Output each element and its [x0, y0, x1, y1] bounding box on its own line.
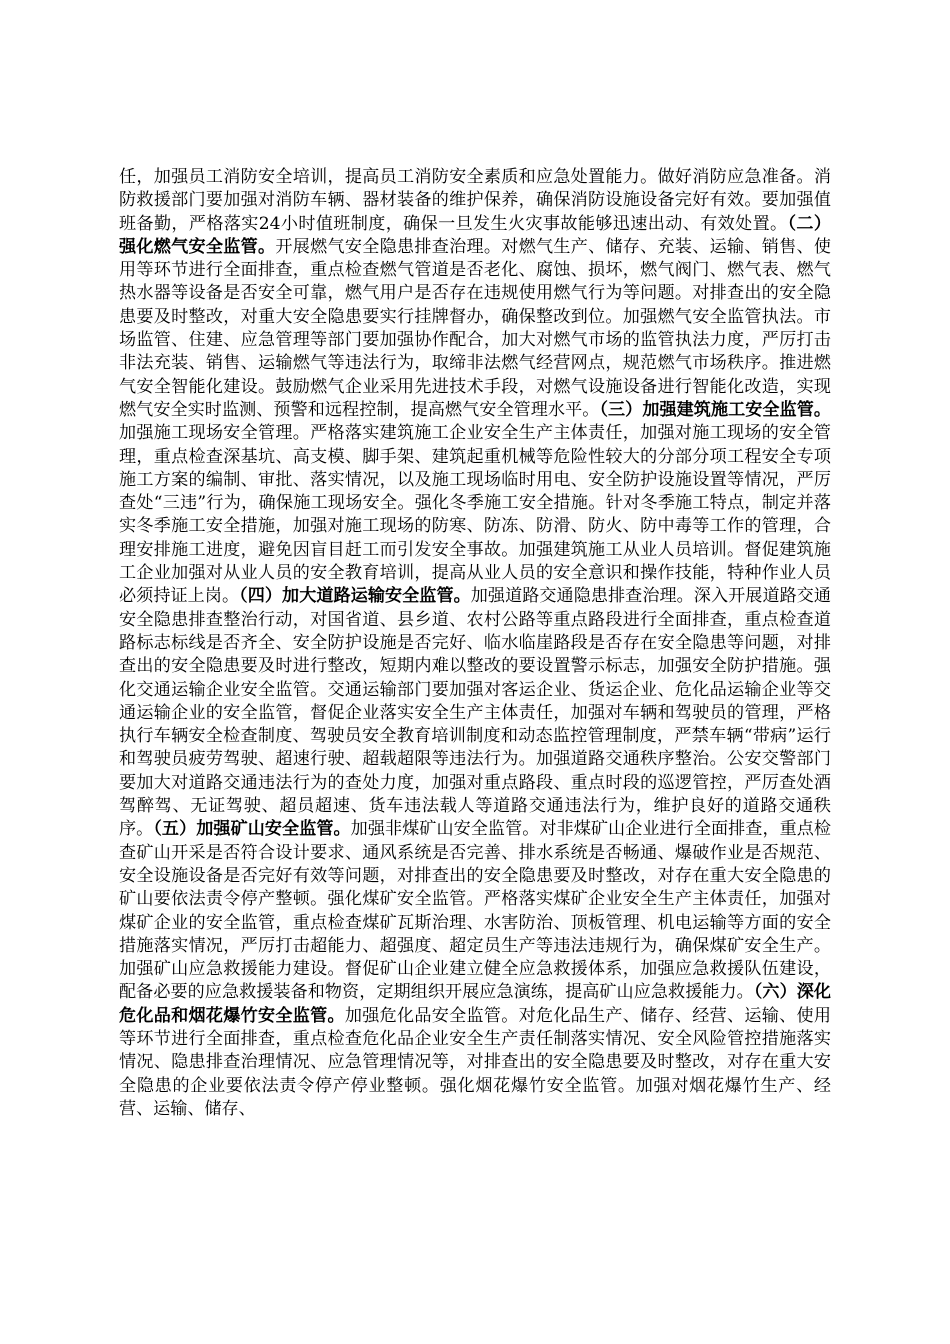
section-heading-3: （三）加强建筑施工安全监管。 [599, 399, 831, 420]
body-paragraph [119, 166, 831, 1121]
section-heading-4: （四）加大道路运输安全监管。 [239, 586, 471, 607]
paragraph-text-2: 开展燃气安全隐患排查治理。对燃气生产、储存、充装、运输、销售、使用等环节进行全面排查，重点检查燃气管道是否老化、腐蚀、损坏，燃气阀门、燃气表、燃气热水器等设备是否安全可靠，燃气用户是否存在违规使用燃气行为等问题。对排查出的安全隐患要及时整改，对重大安全隐患要实行挂牌督办，确保整改到位。加强燃气安全监管执法。市场监管、住建、应急管理等部门要加强协作配合，加大对燃气市场的监管执法力度，严厉打击非法充装、销售、运输燃气等违法行为，取缔非法燃气经营网点，规范燃气市场秩序。推进燃气安全智能化建设。鼓励燃气企业采用先进技术手段，对燃气设施设备进行智能化改造，实现燃气安全实时监测、预警和远程控制，提高燃气安全管理水平。 [119, 236, 832, 420]
section-heading-2: （二）强化燃气安全监管。 [119, 213, 831, 257]
section-heading-5: （五）加强矿山安全监管。 [153, 819, 351, 840]
paragraph-text-5: 加强非煤矿山安全监管。对非煤矿山企业进行全面排查，重点检查矿山开采是否符合设计要求、通风系统是否完善、排水系统是否畅通、爆破作业是否规范、安全设施设备是否完好有效等问题，对排查出的安全隐患要及时整改，对存在重大安全隐患的矿山要依法责令停产整顿。强化煤矿安全监管。严格落实煤矿企业安全生产主体责任，加强对煤矿企业的安全监管，重点检查煤矿瓦斯治理、水害防治、顶板管理、机电运输等方面的安全措施落实情况，严厉打击超能力、超强度、超定员生产等违法违规行为，确保煤矿安全生产。加强矿山应急救援能力建设。督促矿山企业建立健全应急救援体系，加强应急救援队伍建设，配备必要的应急救援装备和物资，定期组织开展应急演练，提高矿山应急救援能力。 [119, 819, 832, 1003]
section-heading-6: （六）深化危化品和烟花爆竹安全监管。 [119, 982, 832, 1026]
paragraph-text-4: 加强道路交通隐患排查治理。深入开展道路交通安全隐患排查整治行动，对国省道、县乡道、农村公路等重点路段进行全面排查，重点检查道路标志标线是否齐全、安全防护设施是否完好、临水临崖路段是否存在安全隐患等问题，对排查出的安全隐患要及时进行整改，短期内难以整改的要设置警示标志，加强安全防护措施。强化交通运输企业安全监管。交通运输部门要加强对客运企业、货运企业、危化品运输企业等交通运输企业的安全监管，督促企业落实安全生产主体责任，加强对车辆和驾驶员的管理，严格执行车辆安全检查制度、驾驶员安全教育培训制度和动态监控管理制度，严禁车辆“带病”运行和驾驶员疲劳驾驶、超速行驶、超载超限等违法行为。加强道路交通秩序整治。公安交警部门要加大对道路交通违法行为的查处力度，加强对重点路段、重点时段的巡逻管控，严厉查处酒驾醉驾、无证驾驶、超员超速、货车违法载人等道路交通违法行为，维护良好的道路交通秩序。 [119, 586, 832, 840]
paragraph-text-6: 加强危化品安全监管。对危化品生产、储存、经营、运输、使用等环节进行全面排查，重点检查危化品企业安全生产责任制落实情况、安全风险管控措施落实情况、隐患排查治理情况、应急管理情况等，对排查出的安全隐患要及时整改，对存在重大安全隐患的企业要依法责令停产停业整顿。强化烟花爆竹安全监管。加强对烟花爆竹生产、经营、运输、储存、 [119, 1005, 831, 1119]
paragraph-text-1: 任，加强员工消防安全培训，提高员工消防安全素质和应急处置能力。做好消防应急准备。消防救援部门要加强对消防车辆、器材装备的维护保养，确保消防设施设备完好有效。要加强值班备勤，严格落实24小时值班制度，确保一旦发生火灾事故能够迅速出动、有效处置。 [119, 167, 831, 234]
paragraph-text-3: 加强施工现场安全管理。严格落实建筑施工企业安全生产主体责任，加强对施工现场的安全管理，重点检查深基坑、高支模、脚手架、建筑起重机械等危险性较大的分部分项工程安全专项施工方案的编制、审批、落实情况，以及施工现场临时用电、安全防护设施设置等情况，严厉查处“三违”行为，确保施工现场安全。强化冬季施工安全措施。针对冬季施工特点，制定并落实冬季施工安全措施，加强对施工现场的防寒、防冻、防滑、防火、防中毒等工作的管理，合理安排施工进度，避免因盲目赶工而引发安全事故。加强建筑施工从业人员培训。督促建筑施工企业加强对从业人员的安全教育培训，提高从业人员的安全意识和操作技能，特种作业人员必须持证上岗。 [119, 423, 831, 607]
